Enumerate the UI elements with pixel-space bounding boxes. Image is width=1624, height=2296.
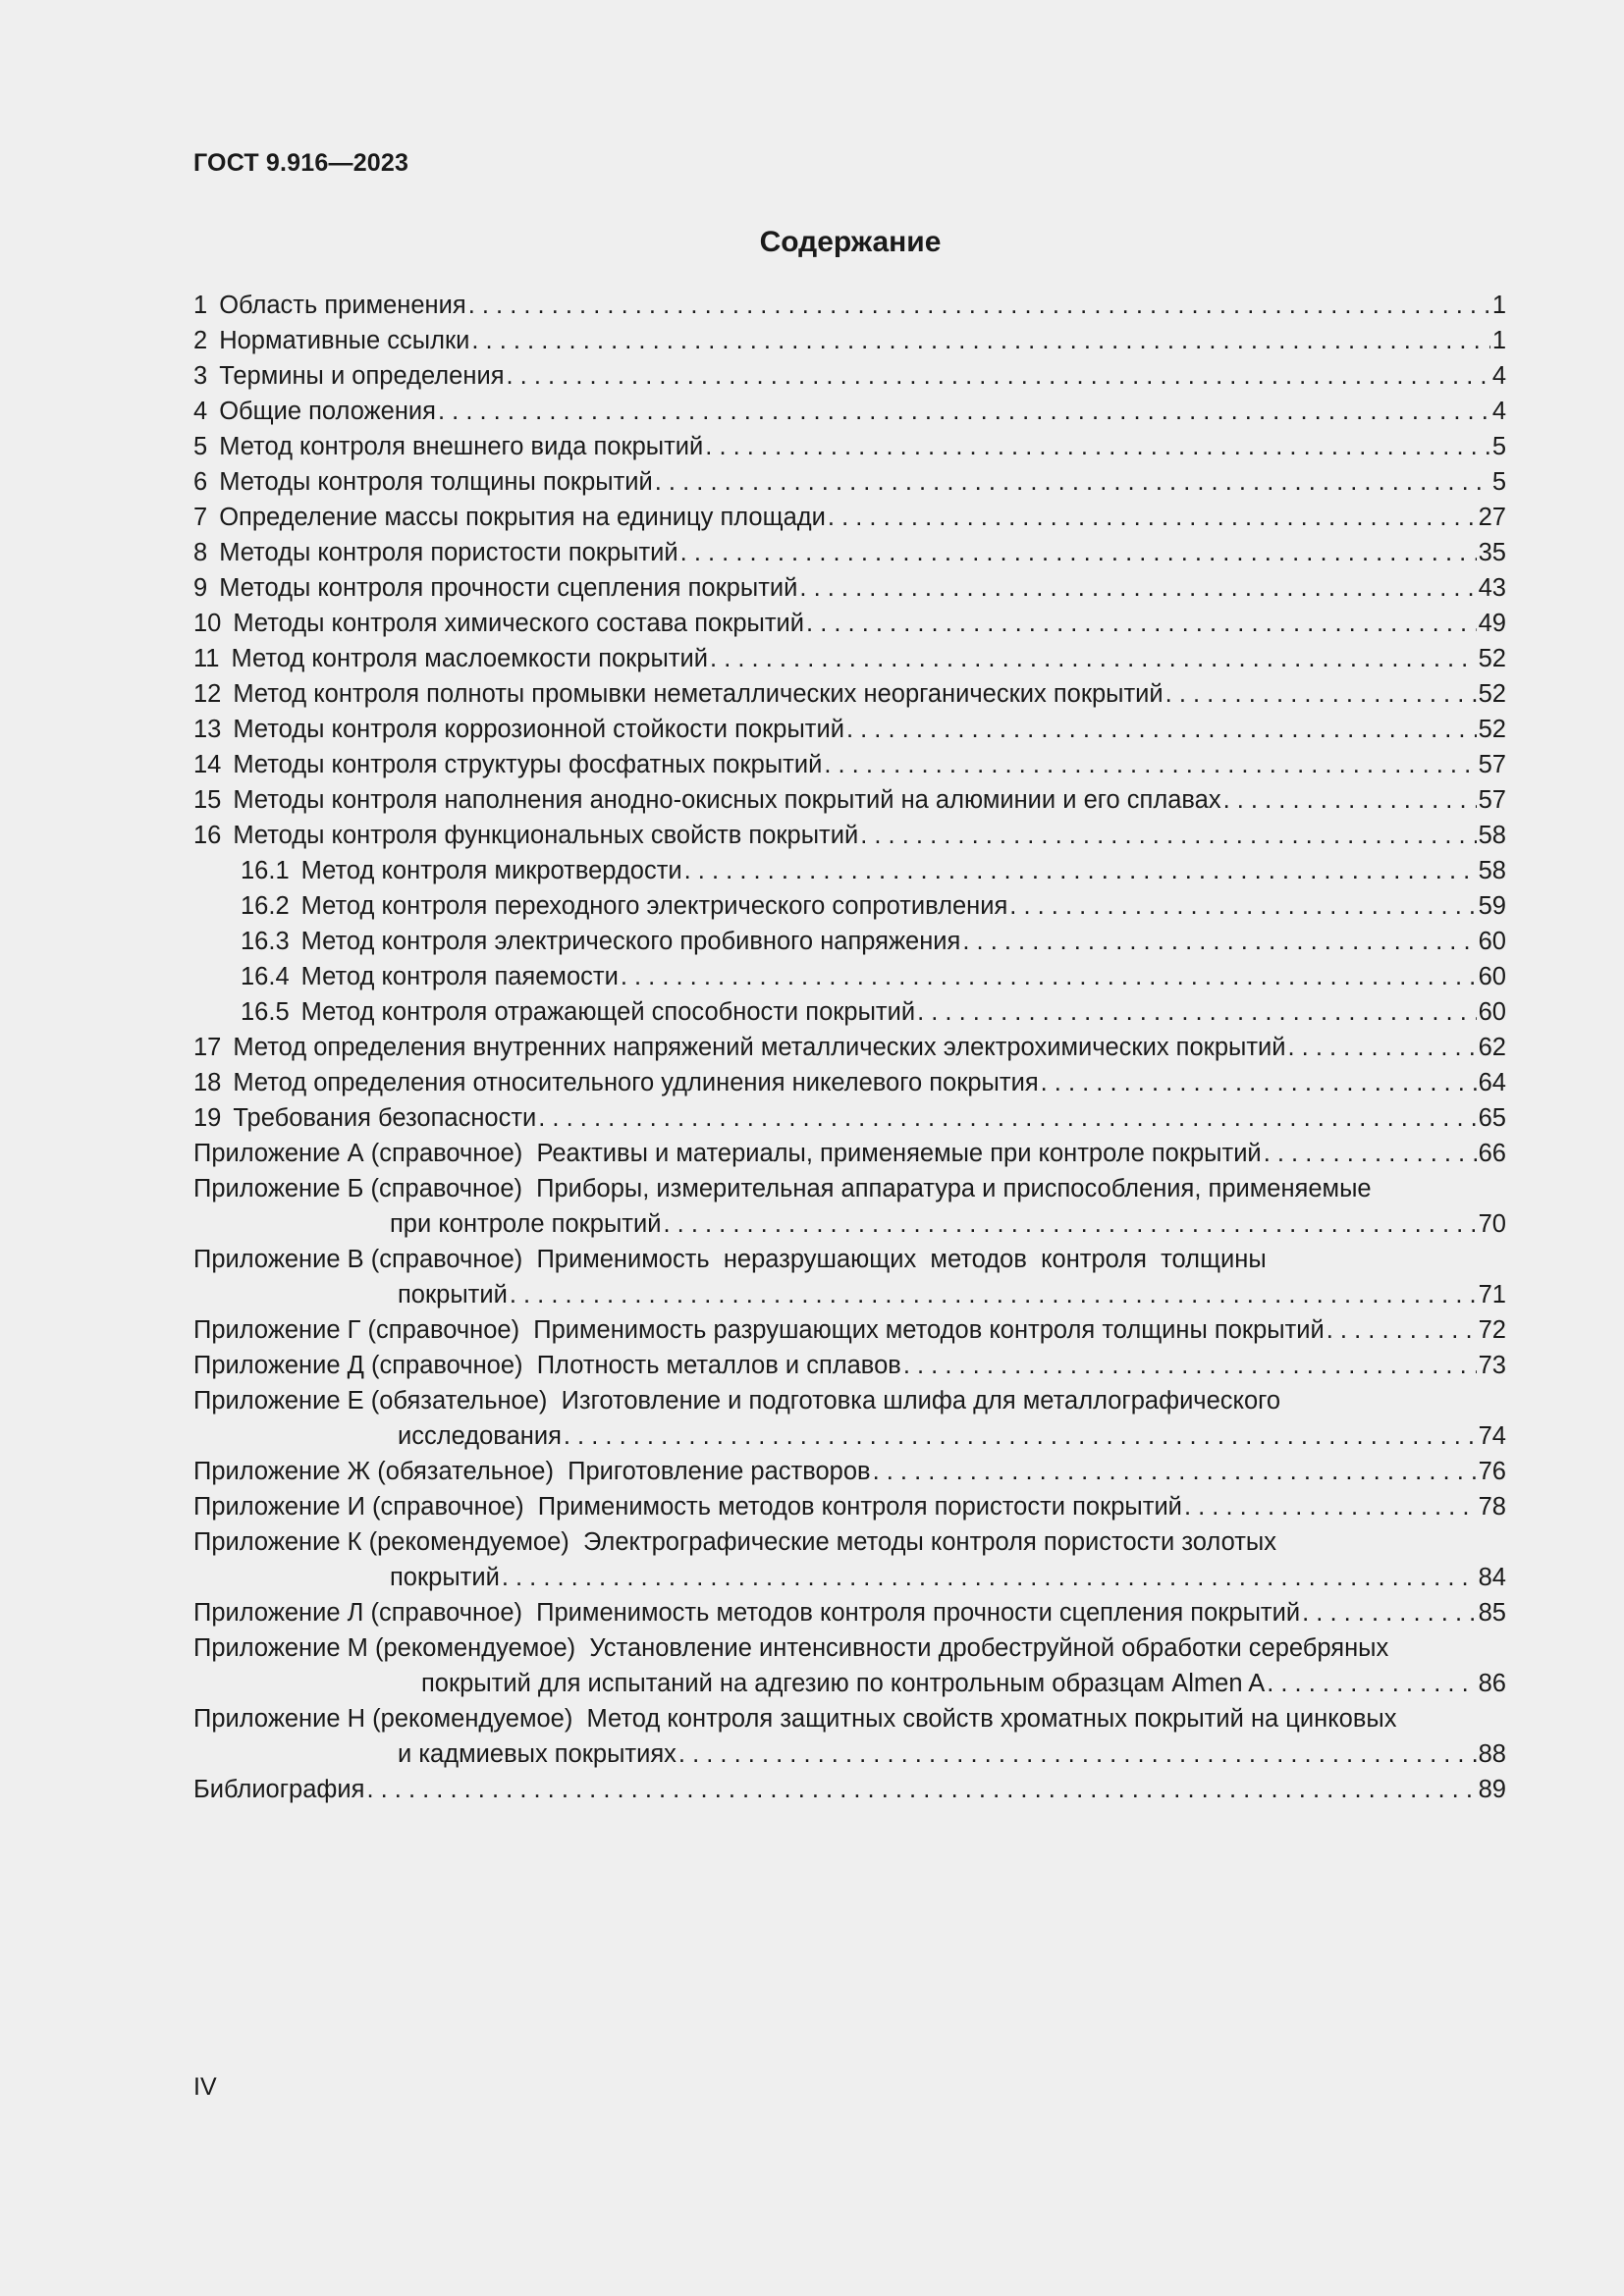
dot-leader xyxy=(1267,1666,1476,1701)
section-number: 12 xyxy=(193,680,222,708)
subsection-number: 16.4 xyxy=(241,963,290,990)
annex-prefix: Приложение А (справочное) xyxy=(193,1140,523,1167)
page-number: 49 xyxy=(1478,610,1506,637)
section-title: Методы контроля толщины покрытий xyxy=(219,468,653,496)
section-number: 2 xyxy=(193,327,208,354)
page-number: 5 xyxy=(1491,468,1506,496)
page-number: 43 xyxy=(1478,574,1506,602)
annex-prefix: Приложение Ж (обязательное) xyxy=(193,1458,554,1485)
dot-leader xyxy=(1041,1065,1477,1100)
toc-title: Содержание xyxy=(759,226,942,258)
toc-entry-15[interactable] xyxy=(193,782,1506,818)
annex-title-continued: при контроле покрытий xyxy=(390,1210,662,1238)
annex-prefix: Приложение Е (обязательное) xyxy=(193,1387,548,1415)
toc-entry-16-2[interactable] xyxy=(193,888,1506,924)
toc-annex-a[interactable] xyxy=(193,1136,1506,1171)
annex-title: Применимость разрушающих методов контроля толщины покрытий xyxy=(533,1316,1325,1344)
section-number: 8 xyxy=(193,539,208,566)
page-number: 89 xyxy=(1478,1776,1506,1803)
section-title: Методы контроля структуры фосфатных покрытий xyxy=(233,751,823,778)
section-title: Метод контроля внешнего вида покрытий xyxy=(219,433,704,460)
page-number: 66 xyxy=(1478,1140,1506,1167)
section-number: 7 xyxy=(193,504,208,531)
toc-annex-e[interactable] xyxy=(193,1383,1506,1454)
dot-leader xyxy=(1184,1489,1477,1524)
toc-entry-16-4[interactable] xyxy=(193,959,1506,994)
page-number: 52 xyxy=(1478,645,1506,672)
section-title: Методы контроля прочности сцепления покрытий xyxy=(219,574,798,602)
toc-entry-16-1[interactable] xyxy=(193,853,1506,888)
toc-entry-16-5[interactable] xyxy=(193,994,1506,1030)
section-title: Методы контроля наполнения анодно-окисных покрытий на алюминии и его сплавах xyxy=(233,786,1221,814)
toc-annex-n[interactable] xyxy=(193,1701,1506,1772)
section-title: Методы контроля функциональных свойств покрытий xyxy=(233,822,859,849)
annex-title: Изготовление и подготовка шлифа для металлографического xyxy=(561,1387,1281,1415)
annex-prefix: Приложение Л (справочное) xyxy=(193,1599,522,1627)
toc-entry-7[interactable] xyxy=(193,500,1506,535)
subsection-title: Метод контроля паяемости xyxy=(300,963,619,990)
section-number: 3 xyxy=(193,362,208,390)
annex-title-continued: покрытий xyxy=(390,1564,500,1591)
toc-annex-d[interactable] xyxy=(193,1348,1506,1383)
toc-entry-2[interactable] xyxy=(193,323,1506,358)
section-number: 15 xyxy=(193,786,222,814)
page-number: 74 xyxy=(1478,1422,1506,1450)
toc-entry-9[interactable] xyxy=(193,570,1506,606)
dot-leader xyxy=(510,1277,1477,1312)
annex-title-continued: покрытий для испытаний на адгезию по контрольным образцам Almen A xyxy=(421,1670,1266,1697)
section-title: Метод определения внутренних напряжений металлических электрохимических покрытий xyxy=(233,1034,1286,1061)
toc-entry-12[interactable] xyxy=(193,676,1506,712)
section-number: 14 xyxy=(193,751,222,778)
dot-leader xyxy=(903,1348,1477,1383)
annex-prefix: Приложение Н (рекомендуемое) xyxy=(193,1705,573,1733)
toc-entry-16-3[interactable] xyxy=(193,924,1506,959)
subsection-number: 16.2 xyxy=(241,892,290,920)
section-number: 11 xyxy=(193,645,220,672)
toc-entry-4[interactable] xyxy=(193,394,1506,429)
document-code: ГОСТ 9.916—2023 xyxy=(193,149,409,177)
dot-leader xyxy=(471,323,1489,358)
subsection-title: Метод контроля отражающей способности покрытий xyxy=(300,998,916,1026)
page-number: 60 xyxy=(1478,998,1506,1026)
annex-title-continued: исследования xyxy=(398,1422,562,1450)
annex-title-continued: покрытий xyxy=(398,1281,508,1308)
page-number: 65 xyxy=(1478,1104,1506,1132)
annex-title: Приборы, измерительная аппаратура и приспособления, применяемые xyxy=(536,1175,1372,1202)
toc-entry-14[interactable] xyxy=(193,747,1506,782)
subsection-number: 16.5 xyxy=(241,998,290,1026)
toc-entry-13[interactable] xyxy=(193,712,1506,747)
page-number: 64 xyxy=(1478,1069,1506,1096)
dot-leader xyxy=(806,606,1477,641)
page-number: 52 xyxy=(1478,716,1506,743)
dot-leader xyxy=(873,1454,1477,1489)
subsection-title: Метод контроля микротвердости xyxy=(300,857,682,884)
bibliography-title: Библиография xyxy=(193,1776,365,1803)
toc-annex-v[interactable] xyxy=(193,1242,1506,1312)
page-number: 58 xyxy=(1478,857,1506,884)
section-title: Метод контроля полноты промывки неметаллических неорганических покрытий xyxy=(233,680,1164,708)
section-number: 9 xyxy=(193,574,208,602)
dot-leader xyxy=(828,500,1477,535)
section-title: Определение массы покрытия на единицу площади xyxy=(219,504,826,531)
subsection-number: 16.1 xyxy=(241,857,290,884)
page-number: 58 xyxy=(1478,822,1506,849)
page-number: 27 xyxy=(1478,504,1506,531)
page-number: 84 xyxy=(1478,1564,1506,1591)
dot-leader xyxy=(684,853,1477,888)
dot-leader xyxy=(1165,676,1477,712)
dot-leader xyxy=(538,1100,1476,1136)
section-number: 13 xyxy=(193,716,222,743)
dot-leader xyxy=(1288,1030,1477,1065)
page-number: 1 xyxy=(1491,327,1506,354)
dot-leader xyxy=(678,1736,1477,1772)
dot-leader xyxy=(710,641,1477,676)
section-title: Методы контроля пористости покрытий xyxy=(219,539,678,566)
dot-leader xyxy=(1264,1136,1477,1171)
page-number: 88 xyxy=(1478,1740,1506,1768)
dot-leader xyxy=(705,429,1490,464)
dot-leader xyxy=(1326,1312,1477,1348)
dot-leader xyxy=(680,535,1477,570)
toc-entry-16[interactable] xyxy=(193,818,1506,853)
section-title: Общие положения xyxy=(219,398,436,425)
annex-prefix: Приложение В (справочное) xyxy=(193,1246,523,1273)
toc-entry-8[interactable] xyxy=(193,535,1506,570)
dot-leader xyxy=(1302,1595,1477,1630)
page-number: 86 xyxy=(1478,1670,1506,1697)
dot-leader xyxy=(507,358,1490,394)
dot-leader xyxy=(860,818,1476,853)
page-number: 4 xyxy=(1491,398,1506,425)
page-number: 72 xyxy=(1478,1316,1506,1344)
dot-leader xyxy=(962,924,1476,959)
section-title: Требования безопасности xyxy=(233,1104,537,1132)
annex-prefix: Приложение Г (справочное) xyxy=(193,1316,520,1344)
page-number: 35 xyxy=(1478,539,1506,566)
dot-leader xyxy=(799,570,1476,606)
annex-title: Применимость методов контроля пористости покрытий xyxy=(537,1493,1182,1521)
toc-entry-6[interactable] xyxy=(193,464,1506,500)
page-number: 4 xyxy=(1491,362,1506,390)
page-number: 70 xyxy=(1478,1210,1506,1238)
annex-title: Приготовление растворов xyxy=(568,1458,871,1485)
toc-annex-m[interactable] xyxy=(193,1630,1506,1701)
page-number: 1 xyxy=(1491,292,1506,319)
section-title: Методы контроля химического состава покрытий xyxy=(233,610,805,637)
annex-prefix: Приложение Б (справочное) xyxy=(193,1175,522,1202)
page-number: 73 xyxy=(1478,1352,1506,1379)
toc-annex-g[interactable] xyxy=(193,1312,1506,1348)
annex-prefix: Приложение И (справочное) xyxy=(193,1493,524,1521)
toc-entry-18[interactable] xyxy=(193,1065,1506,1100)
page-number: 76 xyxy=(1478,1458,1506,1485)
annex-prefix: Приложение М (рекомендуемое) xyxy=(193,1634,576,1662)
dot-leader xyxy=(663,1206,1476,1242)
dot-leader xyxy=(1223,782,1477,818)
page-number: 59 xyxy=(1478,892,1506,920)
toc-entry-10[interactable] xyxy=(193,606,1506,641)
dot-leader xyxy=(564,1418,1477,1454)
section-number: 10 xyxy=(193,610,222,637)
page-number: 71 xyxy=(1478,1281,1506,1308)
annex-title: Установление интенсивности дробеструйной обработки серебряных xyxy=(589,1634,1389,1662)
section-number: 5 xyxy=(193,433,208,460)
annex-prefix: Приложение К (рекомендуемое) xyxy=(193,1528,569,1556)
section-number: 6 xyxy=(193,468,208,496)
page-number: 85 xyxy=(1478,1599,1506,1627)
section-number: 1 xyxy=(193,292,208,319)
section-number: 19 xyxy=(193,1104,222,1132)
toc-entry-5[interactable] xyxy=(193,429,1506,464)
dot-leader xyxy=(824,747,1476,782)
dot-leader xyxy=(917,994,1477,1030)
toc-annex-b[interactable] xyxy=(193,1171,1506,1242)
toc-annex-i[interactable] xyxy=(193,1489,1506,1524)
subsection-title: Метод контроля электрического пробивного напряжения xyxy=(300,928,961,955)
section-number: 4 xyxy=(193,398,208,425)
page-number: 57 xyxy=(1478,751,1506,778)
annex-title-continued: и кадмиевых покрытиях xyxy=(398,1740,677,1768)
toc-entry-19[interactable] xyxy=(193,1100,1506,1136)
annex-title: Применимость неразрушающих методов контроля толщины xyxy=(536,1246,1267,1273)
dot-leader xyxy=(468,288,1490,323)
annex-title: Электрографические методы контроля пористости золотых xyxy=(582,1528,1276,1556)
toc-annex-zh[interactable] xyxy=(193,1454,1506,1489)
dot-leader xyxy=(621,959,1477,994)
page-number: 60 xyxy=(1478,928,1506,955)
section-title: Метод определения относительного удлинения никелевого покрытия xyxy=(233,1069,1039,1096)
subsection-number: 16.3 xyxy=(241,928,290,955)
page-number: 62 xyxy=(1478,1034,1506,1061)
section-number: 16 xyxy=(193,822,222,849)
page-footer-number: IV xyxy=(193,2073,217,2101)
section-number: 18 xyxy=(193,1069,222,1096)
section-title: Метод контроля маслоемкости покрытий xyxy=(231,645,709,672)
page-number: 52 xyxy=(1478,680,1506,708)
toc-annex-l[interactable] xyxy=(193,1595,1506,1630)
annex-prefix: Приложение Д (справочное) xyxy=(193,1352,523,1379)
section-title: Методы контроля коррозионной стойкости покрытий xyxy=(233,716,844,743)
page-number: 60 xyxy=(1478,963,1506,990)
dot-leader xyxy=(438,394,1490,429)
table-of-contents xyxy=(193,288,1506,1807)
page-number: 57 xyxy=(1478,786,1506,814)
dot-leader xyxy=(1009,888,1476,924)
dot-leader xyxy=(846,712,1477,747)
toc-entry-17[interactable] xyxy=(193,1030,1506,1065)
section-title: Область применения xyxy=(219,292,466,319)
toc-entry-3[interactable] xyxy=(193,358,1506,394)
page-number: 5 xyxy=(1491,433,1506,460)
dot-leader xyxy=(655,464,1490,500)
toc-bibliography[interactable] xyxy=(193,1772,1506,1807)
annex-title: Плотность металлов и сплавов xyxy=(536,1352,901,1379)
subsection-title: Метод контроля переходного электрического сопротивления xyxy=(300,892,1008,920)
annex-title: Метод контроля защитных свойств хроматных покрытий на цинковых xyxy=(586,1705,1397,1733)
section-title: Нормативные ссылки xyxy=(219,327,470,354)
toc-entry-11[interactable] xyxy=(193,641,1506,676)
dot-leader xyxy=(366,1772,1476,1807)
section-number: 17 xyxy=(193,1034,222,1061)
annex-title: Реактивы и материалы, применяемые при контроле покрытий xyxy=(536,1140,1262,1167)
dot-leader xyxy=(502,1560,1477,1595)
toc-entry-1[interactable] xyxy=(193,288,1506,323)
section-title: Термины и определения xyxy=(219,362,505,390)
page-number: 78 xyxy=(1478,1493,1506,1521)
annex-title: Применимость методов контроля прочности сцепления покрытий xyxy=(536,1599,1301,1627)
toc-annex-k[interactable] xyxy=(193,1524,1506,1595)
